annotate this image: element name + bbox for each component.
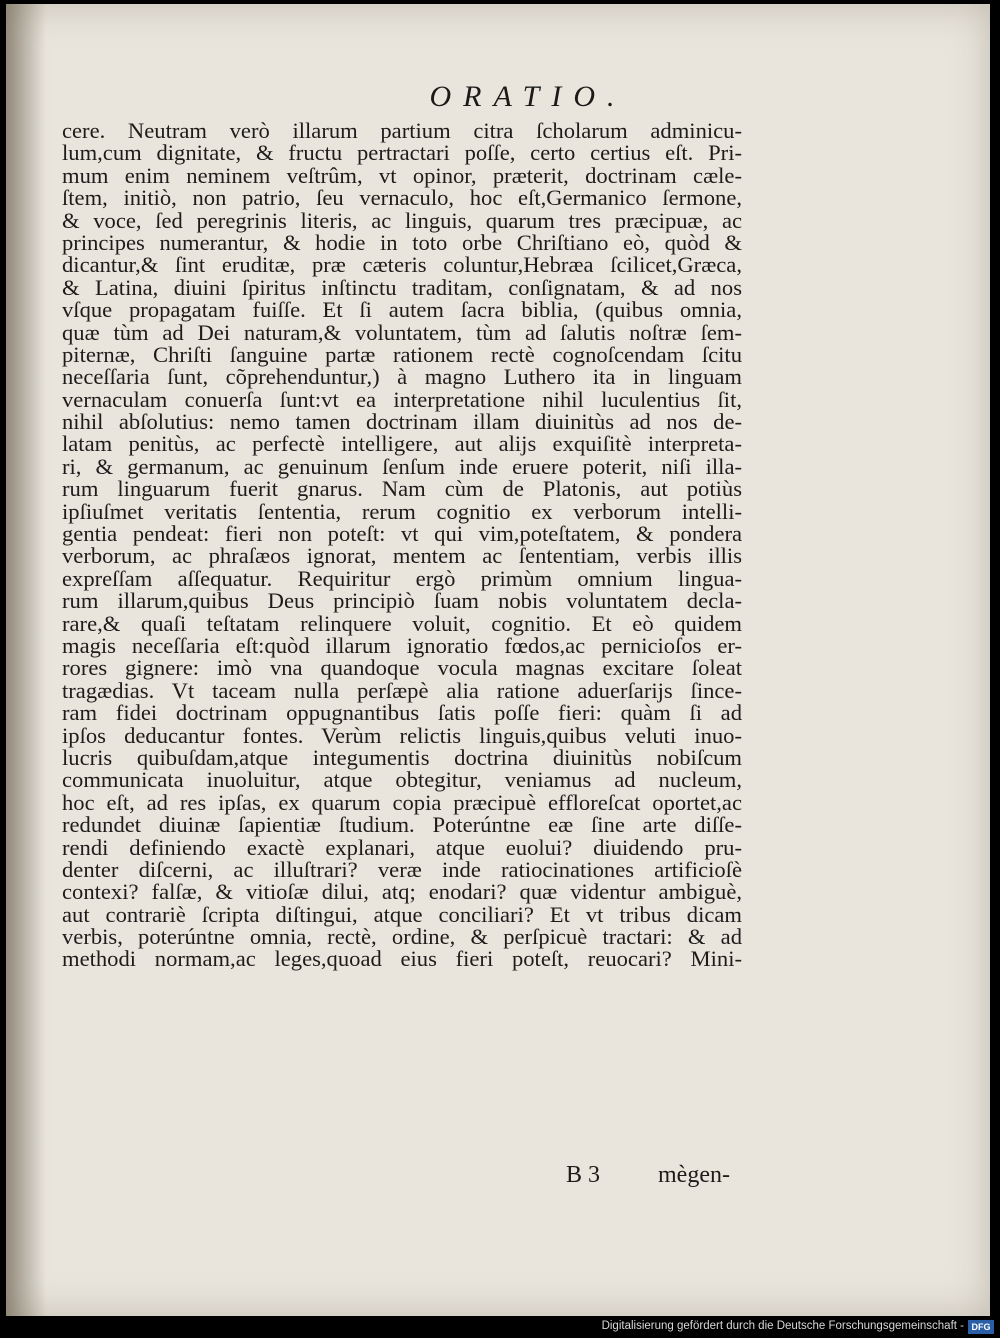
text-line: rum linguarum fuerit gnarus. Nam cùm de Platonis, aut potiùs: [62, 476, 742, 502]
catchword: mègen-: [658, 1162, 730, 1188]
text-line: tragædias. Vt taceam nulla perſæpè alia ratione aduerſarijs ſince-: [62, 677, 742, 703]
dfg-logo: DFG: [968, 1320, 994, 1334]
text-line: nihil abſolutius: nemo tamen doctrinam illam diuinitùs ad nos de-: [62, 409, 742, 435]
text-line: communicata inuoluitur, atque obtegitur, veniamus ad nucleum,: [62, 767, 742, 793]
signature-mark: B 3: [566, 1162, 601, 1188]
text-line: dicantur,& ſint eruditæ, præ cæteris coluntur,Hebræa ſcilicet,Græca,: [62, 252, 742, 278]
text-line: principes numerantur, & hodie in toto orbe Chriſtiano eò, quòd &: [62, 229, 742, 255]
text-line: neceſſaria ſunt, cõprehenduntur,) à magno Luthero ita in linguam: [62, 364, 742, 390]
text-line: cere. Neutram verò illarum partium citra ſcholarum adminicu-: [62, 118, 742, 143]
text-line: ram fidei doctrinam oppugnantibus ſatis poſſe fieri: quàm ſi ad: [62, 700, 742, 726]
text-line: piternæ, Chriſti ſanguine partæ rationem rectè cognoſcendam ſcitu: [62, 341, 742, 367]
text-line: denter diſcerni, ac illuſtrari? veræ inde ratiocinationes artificioſè: [62, 856, 742, 882]
gutter-shadow: [6, 4, 46, 1316]
digitization-credit: Digitalisierung gefördert durch die Deutsche Forschungsgemeinschaft -: [601, 1320, 964, 1332]
text-line: expreſſam aſſequatur. Requiritur ergò primùm omnium lingua-: [62, 565, 742, 591]
text-line: lucris quibuſdam,atque integumentis doctrina diuinitùs nobiſcum: [62, 744, 742, 770]
text-line: & Latina, diuini ſpiritus inſtinctu traditam, conſignatam, & ad nos: [62, 274, 742, 300]
text-line: ſtem, initiò, non patrio, ſeu vernaculo, hoc eſt,Germanico ſermone,: [62, 185, 742, 211]
text-line: methodi normam,ac leges,quoad eius fieri poteſt, reuocari? Mini-: [62, 946, 742, 972]
text-line: redundet diuinæ ſapientiæ ſtudium. Poterúntne eæ ſine arte diſſe-: [62, 812, 742, 838]
text-line: mum enim neminem veſtrûm, vt opinor, præterit, doctrinam cæle-: [62, 162, 742, 188]
body-text: [62, 120, 742, 971]
page-footer: [6, 1162, 990, 1202]
text-line: rare,& quaſi teſtatam relinquere voluit, cognitio. Et eò quidem: [62, 610, 742, 636]
text-line: ipſiuſmet veritatis ſententia, rerum cognitio ex verborum intelli-: [62, 498, 742, 524]
text-line: vſque propagatam fuiſſe. Et ſi autem ſacra biblia, (quibus omnia,: [62, 297, 742, 323]
running-head: ORATIO.: [429, 80, 627, 113]
text-line: ri, & germanum, ac genuinum ſenſum inde eruere poterit, niſi illa-: [62, 453, 742, 479]
text-line: lum,cum dignitate, & fructu pertractari poſſe, certo certius eſt. Pri-: [62, 140, 742, 166]
text-line: hoc eſt, ad res ipſas, ex quarum copia præcipuè effloreſcat oportet,ac: [62, 789, 742, 815]
text-line: ipſos deducantur fontes. Verùm relictis linguis,quibus veluti inuo-: [62, 722, 742, 748]
text-line: rum illarum,quibus Deus principiò ſuam nobis voluntatem decla-: [62, 588, 742, 614]
text-line: verborum, ac phraſæos ignorat, mentem ac ſententiam, verbis illis: [62, 543, 742, 569]
text-line: rores gignere: imò vna quandoque vocula magnas excitare ſoleat: [62, 655, 742, 681]
text-line: latam penitùs, ac perfectè intelligere, aut alijs exquiſitè interpreta-: [62, 431, 742, 457]
text-line: quæ tùm ad Dei naturam,& voluntatem, tùm ad ſalutis noſtræ ſem-: [62, 319, 742, 345]
text-line: aut contrariè ſcripta diſtingui, atque conciliari? Et vt tribus dicam: [62, 901, 742, 927]
text-line: contexi? falſæ, & vitioſæ dilui, atq; enodari? quæ videntur ambiguè,: [62, 879, 742, 905]
text-line: gentia pendeat: fieri non poteſt: vt qui vim,poteſtatem, & pondera: [62, 521, 742, 547]
text-line: rendi definiendo exactè explanari, atque euolui? diuidendo pru-: [62, 834, 742, 860]
text-line: & voce, ſed peregrinis literis, ac linguis, quarum tres præcipuæ, ac: [62, 207, 742, 233]
scanned-page: [6, 4, 990, 1316]
text-line: verbis, poterúntne omnia, rectè, ordine, & perſpicuè tractari: & ad: [62, 924, 742, 950]
text-line: vernaculam conuerſa ſunt:vt ea interpretatione nihil luculentius ſit,: [62, 386, 742, 412]
text-line: magis neceſſaria eſt:quòd illarum ignoratio fœdos,ac pernicioſos er-: [62, 632, 742, 658]
